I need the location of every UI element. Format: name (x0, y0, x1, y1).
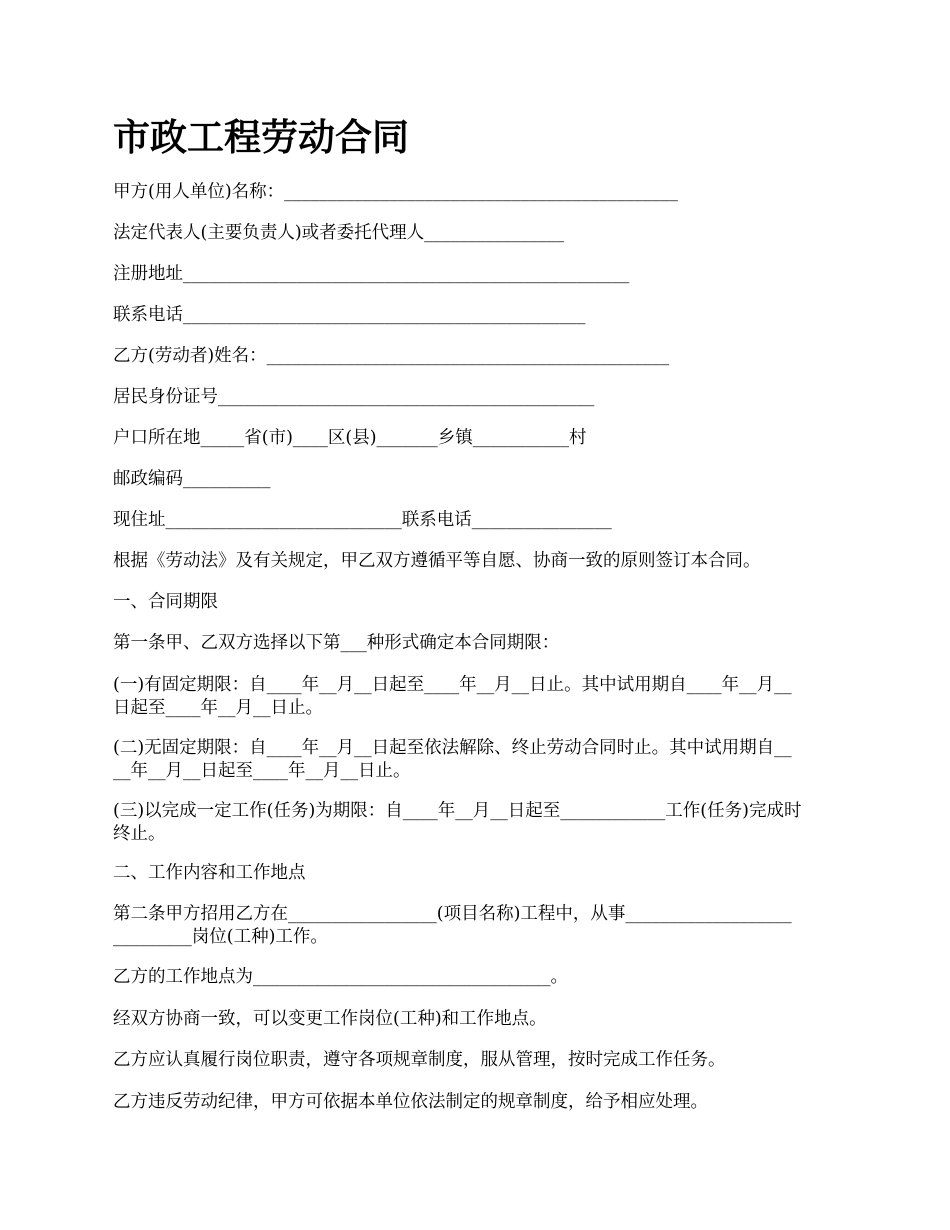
current-address-line: 现住址___________________________联系电话________________ (113, 510, 612, 530)
duties-paragraph: 乙方应认真履行岗位职责，遵守各项规章制度，服从管理，按时完成工作任务。 (113, 1050, 726, 1070)
change-position-paragraph: 经双方协商一致，可以变更工作岗位(工种)和工作地点。 (113, 1009, 547, 1029)
legal-representative-line: 法定代表人(主要负责人)或者委托代理人________________ (113, 223, 565, 243)
registered-address-line: 注册地址___________________________________________________ (113, 264, 630, 284)
document-title: 市政工程劳动合同 (113, 115, 409, 159)
party-a-phone-line: 联系电话______________________________________________ (113, 305, 586, 325)
postal-code-line: 邮政编码__________ (113, 469, 271, 489)
clause-fixed-term: (一)有固定期限：自____年__月__日起至____年__月__日止。其中试用期自____年__月__ 日起至____年__月__日止。 (113, 675, 792, 718)
preamble-paragraph: 根据《劳动法》及有关规定，甲乙双方遵循平等自愿、协商一致的原则签订本合同。 (113, 551, 761, 571)
discipline-paragraph: 乙方违反劳动纪律，甲方可依据本单位依法制定的规章制度，给予相应处理。 (113, 1092, 708, 1112)
section-heading-work: 二、工作内容和工作地点 (113, 863, 306, 883)
household-registration-line: 户口所在地_____省(市)____区(县)_______乡镇___________村 (113, 428, 587, 448)
section-heading-term: 一、合同期限 (113, 592, 218, 612)
article-2: 第二条甲方招用乙方在_________________(项目名称)工程中，从事___________________ _________岗位(工种)工作。 (113, 904, 792, 947)
party-a-name-line: 甲方(用人单位)名称：_____________________________________________ (113, 182, 678, 202)
work-location-line: 乙方的工作地点为__________________________________。 (113, 967, 568, 987)
clause-task-term: (三)以完成一定工作(任务)为期限：自____年__月__日起至____________工作(任务)完成时 终止。 (113, 801, 802, 844)
party-b-name-line: 乙方(劳动者)姓名：______________________________________________ (113, 346, 670, 366)
article-1: 第一条甲、乙双方选择以下第___种形式确定本合同期限： (113, 633, 560, 653)
id-number-line: 居民身份证号___________________________________________ (113, 387, 595, 407)
clause-open-term: (二)无固定期限：自____年__月__日起至依法解除、终止劳动合同时止。其中试用期自__ __年__月__日起至____年__月__日止。 (113, 738, 792, 781)
